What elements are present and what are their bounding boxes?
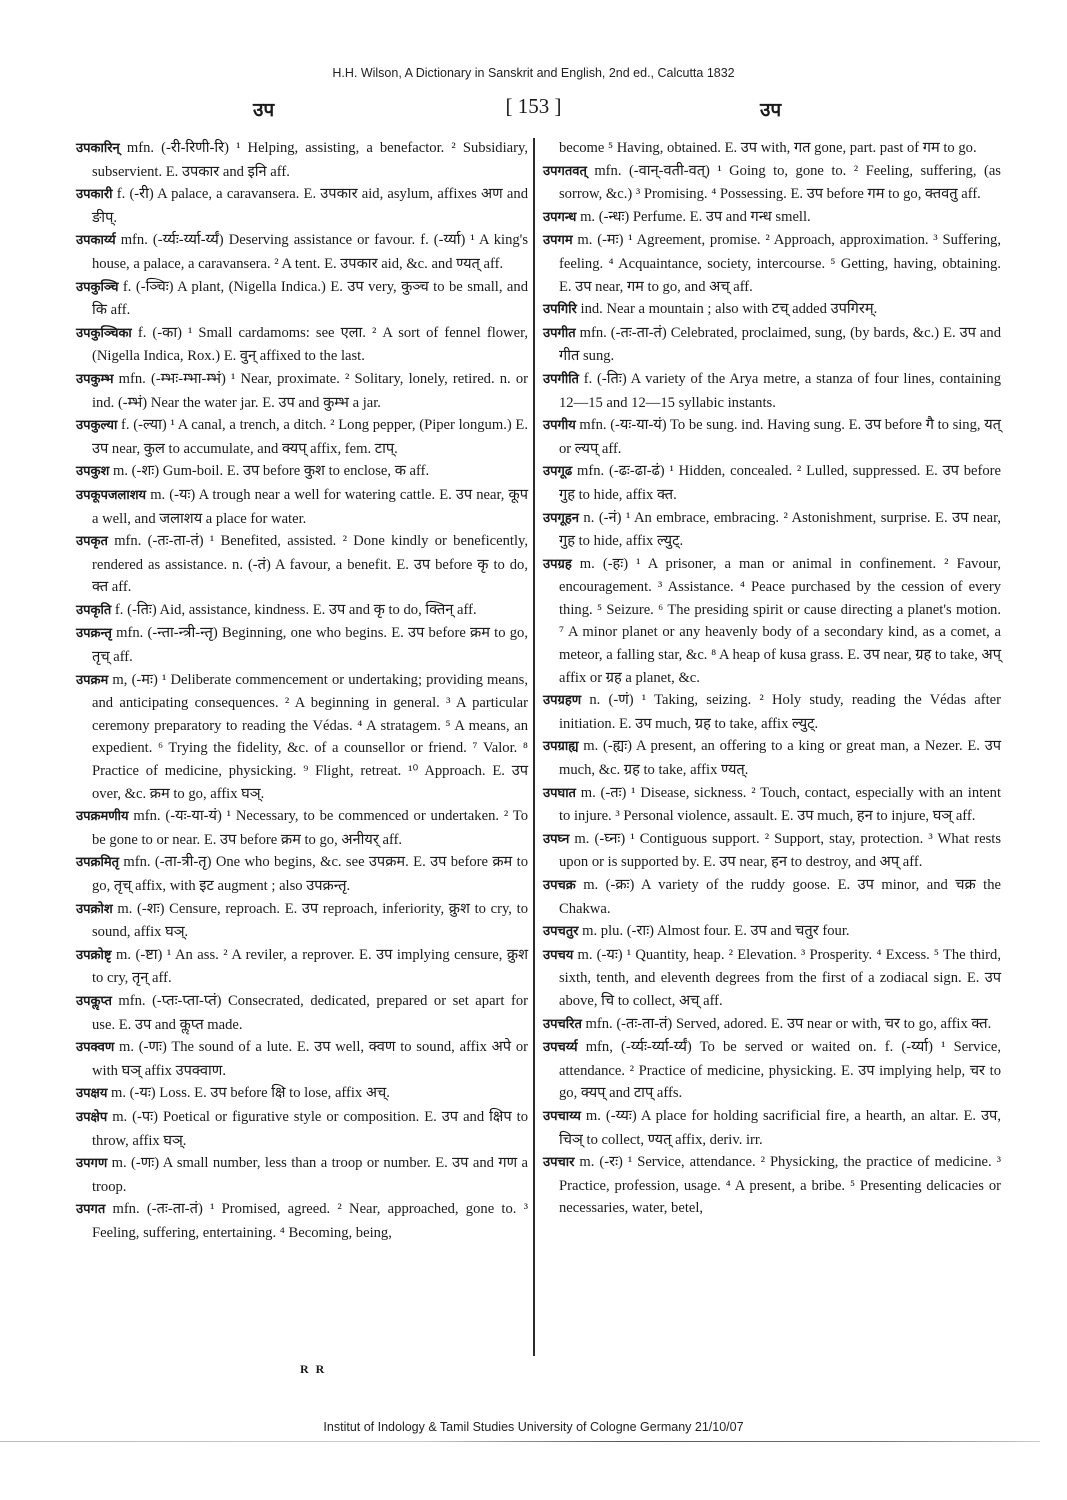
entry-definition: m. (-यः) A trough near a well for watering cattle. E. उप near, कूप a well, and जलाशय a place for water. [92,486,528,527]
entry-definition: m. (-रः) ¹ Service, attendance. ² Physicking, the practice of medicine. ³ Practice, profession, usage. ⁴ A present, a bribe. ⁵ Presenting delicacies or necessaries, water, betel, [559,1154,1001,1217]
entry-headword: उपकार्य्य [76,233,116,249]
entry-definition: m. (-ष्टा) ¹ An ass. ² A reviler, a reprover. E. उप implying censure, क्रुश to cry, तृन् aff. [92,946,528,987]
entry-headword: उपगन्ध [543,209,577,225]
entry-headword: उपचय [543,947,574,963]
entry-definition: mfn. (-र्य्यः-र्य्या-र्य्यं) Deserving assistance or favour. f. (-र्य्या) ¹ A king's house, a palace, a caravansera. ² A tent. E. उपकार aid, &c. and ण्यत् aff. [92,232,528,272]
entry-headword: उपक्रोष्टृ [76,947,112,963]
entry-headword: उपकृति [76,602,112,618]
dictionary-entry [543,1036,1001,1105]
entry-headword: उपचरित [543,1016,582,1032]
entry-definition: m. (-तः) ¹ Disease, sickness. ² Touch, contact, especially with an intent to injure. ³ Personal violence, assault. E. उप much, हन to injure, घञ् aff. [559,784,1001,825]
dictionary-entry [543,782,1001,828]
entry-definition: m. (-पः) Poetical or figurative style or composition. E. उप and क्षिप to throw, affix घञ्. [92,1108,528,1149]
dictionary-entry [76,414,528,460]
dictionary-entry [543,368,1001,414]
entry-headword: उपचक्र [543,878,576,893]
dictionary-entry [543,920,1001,944]
page-number: [ 153 ] [505,94,562,118]
entry-headword: उपगीत [543,325,576,341]
entry-definition: f. (-तिः) A variety of the Arya metre, a stanza of four lines, containing 12—15 and 12—15 syllabic instants. [559,370,1001,411]
entry-headword: उपगूहन [543,510,579,526]
entry-headword: उपक्षय [76,1086,108,1102]
column-divider [533,138,535,1356]
entry-headword: उपकुम्भ [76,371,114,387]
left-column [76,137,528,1245]
entry-definition: m. (-ह्यः) A present, an offering to a king or great man, a Nezer. E. उप much, &c. ग्रह to take, affix ण्यत्. [559,738,1001,779]
entry-definition: f. (-ल्या) ¹ A canal, a trench, a ditch. ² Long pepper, (Piper longum.) E. उप near, कुल to accumulate, and क्यप् affix, fem. टाप्. [92,417,528,457]
entry-headword: उपचतुर [543,924,579,940]
dictionary-entry [76,1106,528,1152]
dictionary-entry [543,1013,1001,1037]
entry-definition: mfn. (-री-रिणी-रि) ¹ Helping, assisting, a benefactor. ² Subsidiary, subservient. E. उपकार and इनि aff. [92,140,528,180]
dictionary-entry [76,622,528,668]
entry-definition: mfn. (-तः-ता-तं) ¹ Benefited, assisted. ² Done kindly or beneficently, rendered as assistance. n. (-तं) A favour, a benefit. E. उप before कृ to do, क्त aff. [92,533,528,596]
entry-headword: उपक्रन्तृ [76,626,112,642]
entry-headword: उपकारिन् [76,141,120,156]
entry-definition: m. (-शः) Gum-boil. E. उप before कुश to enclose, क aff. [109,463,430,480]
dictionary-entry [76,599,528,623]
entry-definition: m. (-यः) ¹ Quantity, heap. ² Elevation. ³ Prosperity. ⁴ Excess. ⁵ The third, sixth, tenth, and eleventh degrees from the first of a zodiacal sign. E. उप above, चि to collect, अच् aff. [559,946,1001,1009]
dictionary-entry [543,414,1001,460]
entry-headword: उपक्रमणीय [76,809,129,825]
entry-definition: mfn, (-र्य्यः-र्य्या-र्य्यं) To be served or waited on. f. (-र्य्या) ¹ Service, attendance. ² Practice of medicine, physicking. E. उप implying help, चर to go, क्यप् and टाप् affs. [559,1039,1001,1102]
dictionary-entry [76,322,528,368]
entry-definition: f. (-का) ¹ Small cardamoms: see एला. ² A sort of fennel flower, (Nigella Indica, Rox.) E. वुन् affixed to the last. [92,324,528,365]
entry-definition: mfn. (-तः-ता-तं) ¹ Promised, agreed. ² Near, approached, gone to. ³ Feeling, suffering, entertaining. ⁴ Becoming, being, [92,1201,528,1241]
entry-definition: m. (-यः) Loss. E. उप before क्षि to lose, affix अच्. [107,1085,390,1102]
entry-definition: mfn. (-म्भः-म्भा-म्भं) ¹ Near, proximate. ² Solitary, lonely, retired. n. or ind. (-म्भं) Near the water jar. E. उप and कुम्भ a jar. [92,370,528,411]
entry-definition: f. (-ञ्चिः) A plant, (Nigella Indica.) E. उप very, कुञ्च to be small, and कि aff. [92,278,528,319]
running-head-left: उप [253,99,275,121]
entry-headword: उपकृत [76,534,108,550]
dictionary-entry [76,944,528,990]
continuation-text: become ⁵ Having, obtained. E. उप with, गत gone, part. past of गम to go. [559,140,977,156]
entry-headword: उपक्रमितृ [76,855,120,871]
entry-headword: उपग्रहण [543,693,582,709]
dictionary-entry [543,735,1001,781]
dictionary-entry [543,160,1001,206]
entry-headword: उपचाय्य [543,1108,581,1124]
right-column [543,137,1001,1220]
entry-definition: m. (-णः) The sound of a lute. E. उप well, क्वण to sound, affix अपे or with घञ् affix उपक्वाण. [92,1039,528,1079]
dictionary-entry [76,1152,528,1198]
entry-headword: उपचार [543,1155,575,1171]
dictionary-entry [76,1082,528,1106]
dictionary-entry [543,944,1001,1013]
entry-headword: उपघ्न [543,831,570,847]
dictionary-entry [543,507,1001,553]
entry-headword: उपक्रम [76,672,109,688]
running-head-right: उप [760,99,782,121]
entry-headword: उपगीय [543,418,576,434]
entry-headword: उपगम [543,233,573,249]
dictionary-entry [76,1036,528,1082]
dictionary-entry [543,689,1001,735]
dictionary-entry [76,229,528,275]
entry-definition: mfn. (-तः-ता-तं) Served, adored. E. उप near or with, चर to go, affix क्त. [581,1015,992,1032]
entry-headword: उपकुञ्चि [76,279,119,295]
dictionary-entry [76,669,528,806]
entry-headword: उपगत [76,1202,106,1218]
entry-definition: ind. Near a mountain ; also with टच् added उपगिरम्. [576,301,878,318]
entry-headword: उपकारी [76,187,113,203]
entry-definition: f. (-तिः) Aid, assistance, kindness. E. उप and कृ to do, क्तिन् aff. [111,601,477,618]
entry-definition: m. (-घ्नः) ¹ Contiguous support. ² Support, stay, protection. ³ What rests upon or is supported by. E. उप near, हन to destroy, and अप् aff. [559,830,1001,871]
entry-headword: उपकूपजलाशय [76,487,147,503]
entry-headword: उपगण [76,1156,108,1172]
dictionary-entry [543,460,1001,506]
dictionary-entry [76,530,528,599]
entry-headword: उपग्राह्य [543,739,579,755]
entry-definition: m. (-णः) A small number, less than a troop or number. E. उप and गण a troop. [92,1155,528,1195]
entry-definition: mfn. (-वान्-वती-वत्) ¹ Going to, gone to. ² Feeling, suffering, (as sorrow, &c.) ³ Promising. ⁴ Possessing. E. उप before गम to go, क्तवतु aff. [559,162,1001,203]
right-column-entries [543,160,1001,1220]
entry-definition: m. (-शः) Censure, reproach. E. उप reproach, inferiority, क्रुश to cry, to sound, affix घञ्. [92,900,528,941]
entry-headword: उपक्वण [76,1040,115,1056]
dictionary-entry [543,828,1001,874]
entry-definition: m. (-न्धः) Perfume. E. उप and गन्ध smell. [576,208,811,225]
dictionary-entry [76,851,528,897]
dictionary-entry [543,229,1001,298]
entry-headword: उपचर्य्य [543,1040,578,1056]
entry-definition: m, (-मः) ¹ Deliberate commencement or undertaking; providing means, and anticipating consequences. ² A beginning in general. ³ A particular ceremony preparatory to reading the Védas. ⁴ A stratagem. ⁵ A means, an expedient. ⁶ Trying the fidelity, &c. of a counsellor or friend. ⁷ Valor. ⁸ Practice of medicine, physicking. ⁹ Flight, retreat. ¹⁰ Approach. E. उप over, &c. क्रम to go, affix घञ्. [92,671,528,802]
entry-definition: mfn. (-प्तः-प्ता-प्तं) Consecrated, dedicated, prepared or set apart for use. E. उप and कॢप्त made. [92,992,528,1033]
entry-definition: m. (-क्रः) A variety of the ruddy goose. E. उप minor, and चक्र the Chakwa. [559,877,1001,917]
dictionary-entry [76,990,528,1036]
entry-headword: उपकॢप्त [76,993,112,1009]
dictionary-entry [76,137,528,183]
entry-headword: उपकुञ्चिका [76,325,132,341]
source-note-header: H.H. Wilson, A Dictionary in Sanskrit and English, 2nd ed., Calcutta 1832 [332,66,735,80]
entry-definition: mfn. (-ढः-ढा-ढं) ¹ Hidden, concealed. ² Lulled, suppressed. E. उप before गुह to hide, affix क्त. [559,463,1001,503]
dictionary-entry [543,1151,1001,1220]
dictionary-entry [543,322,1001,368]
entry-headword: उपकुल्या [76,418,118,434]
entry-definition: mfn. (-यः-या-यं) To be sung. ind. Having sung. E. उप before गै to sing, यत् or ल्यप् aff. [559,417,1001,457]
entry-definition: mfn. (-न्ता-न्त्री-न्तृ) Beginning, one who begins. E. उप before क्रम to go, तृच् aff. [92,625,528,666]
entry-definition: m. plu. (-राः) Almost four. E. उप and चतुर four. [578,923,850,940]
dictionary-entry [543,206,1001,230]
entry-definition: f. (-री) A palace, a caravansera. E. उपकार aid, asylum, affixes अण and ङीप्. [92,186,528,226]
entry-definition: mfn. (-ता-त्री-तृ) One who begins, &c. see उपक्रम. E. उप before क्रम to go, तृच् affix, with इट augment ; also उपक्रन्तृ. [92,854,528,894]
signature-mark: R R [300,1362,327,1376]
entry-headword: उपक्षेप [76,1109,108,1125]
entry-definition: mfn. (-यः-या-यं) ¹ Necessary, to be commenced or undertaken. ² To be gone to or near. E. उप before क्रम to go, अनीयर् aff. [92,808,528,848]
entry-definition: n. (-णं) ¹ Taking, seizing. ² Holy study, reading the Védas after initiation. E. उप much, ग्रह to take, affix ल्युट्. [559,692,1001,732]
source-note-footer: Institut of Indology & Tamil Studies University of Cologne Germany 21/10/07 [323,1420,744,1434]
entry-definition: m. (-हः) ¹ A prisoner, a man or animal in confinement. ² Favour, encouragement. ³ Assistance. ⁴ Peace purchased by the cession of every thing. ⁵ Seizure. ⁶ The presiding spirit or cause directing a planet's motion. ⁷ A minor planet or any heavenly body of a secondary kind, as a comet, a meteor, a falling star, &c. ⁸ A heap of kusa grass. E. उप near, ग्रह to take, अप् affix or ग्रह a planet, &c. [559,555,1001,686]
dictionary-entry [76,898,528,944]
entry-definition: m. (-य्यः) A place for holding sacrificial fire, a hearth, an altar. E. उप, चिञ् to collect, ण्यत् affix, deriv. irr. [559,1107,1001,1148]
entry-definition: mfn. (-तः-ता-तं) Celebrated, proclaimed, sung, (by bards, &c.) E. उप and गीत sung. [559,324,1001,365]
entry-headword: उपघात [543,785,576,801]
dictionary-entry [76,1198,528,1244]
entry-headword: उपकुश [76,464,110,480]
entry-definition: m. (-मः) ¹ Agreement, promise. ² Approach, approximation. ³ Suffering, feeling. ⁴ Acquaintance, society, intercourse. ⁵ Getting, having, obtaining. E. उप near, गम to go, and अच् aff. [559,232,1001,295]
scan-edge-line [0,1441,1040,1442]
entry-headword: उपग्रह [543,556,572,572]
entry-definition: n. (-नं) ¹ An embrace, embracing. ² Astonishment, surprise. E. उप near, गुह to hide, affix ल्युट्. [559,509,1001,550]
entry-headword: उपगीति [543,371,579,387]
dictionary-entry [543,1105,1001,1151]
dictionary-entry [76,368,528,414]
entry-headword: उपगूढ [543,464,573,480]
dictionary-entry [76,805,528,851]
dictionary-entry [543,874,1001,920]
dictionary-entry [76,183,528,229]
entry-headword: उपक्रोश [76,901,113,917]
dictionary-entry [543,298,1001,322]
entry-headword: उपगतवत् [543,163,587,179]
dictionary-entry [76,276,528,322]
dictionary-entry [76,460,528,484]
dictionary-entry [543,553,1001,690]
dictionary-entry [76,484,528,530]
entry-headword: उपगिरि [543,302,577,318]
